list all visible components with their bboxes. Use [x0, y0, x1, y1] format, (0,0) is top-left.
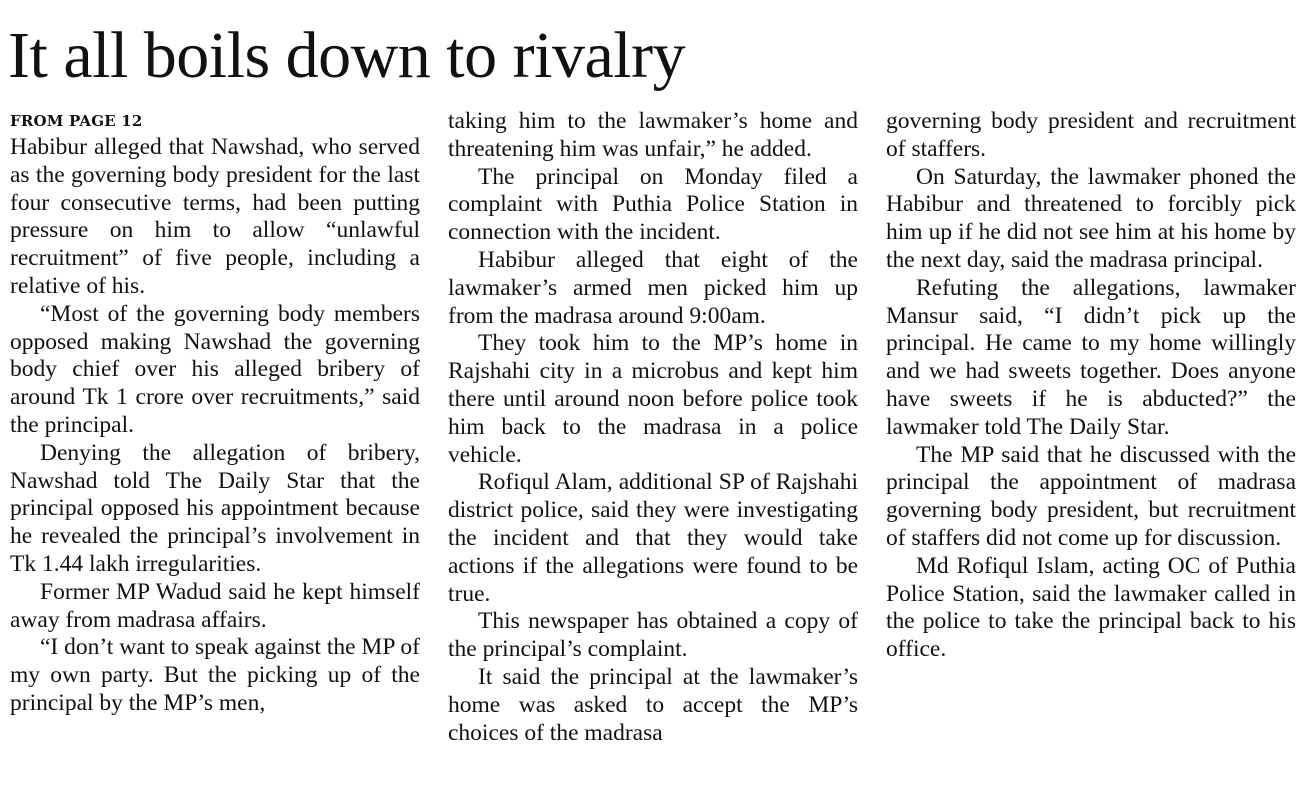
paragraph: Denying the allegation of bribery, Nawshad told The Daily Star that the principal opposed his appointment because he revealed the principal’s involvement in Tk 1.44 lakh irregularities. [10, 439, 420, 577]
headline: It all boils down to rivalry [8, 19, 686, 92]
article-column-3 [886, 108, 1296, 788]
paragraph: They took him to the MP’s home in Rajshahi city in a microbus and kept him there until around noon before police took him back to the madrasa in a police vehicle. [448, 330, 858, 468]
paragraph: The MP said that he discussed with the principal the appointment of madrasa governing body president, but recruitment of staffers did not come up for discussion. [886, 441, 1296, 551]
paragraph: Habibur alleged that eight of the lawmaker’s armed men picked him up from the madrasa around 9:00am. [448, 246, 858, 329]
paragraph: Rofiqul Alam, additional SP of Rajshahi district police, said they were investigating the incident and that they would take actions if the allegations were found to be true. [448, 469, 858, 607]
paragraph: The principal on Monday filed a complaint with Puthia Police Station in connection with the incident. [448, 163, 858, 246]
continuation-kicker: FROM PAGE 12 [10, 112, 143, 130]
paragraph: Former MP Wadud said he kept himself away from madrasa affairs. [10, 578, 420, 633]
paragraph: Md Rofiqul Islam, acting OC of Puthia Police Station, said the lawmaker called in the police to take the principal back to his office. [886, 552, 1296, 663]
paragraph: governing body president and recruitment of staffers. [886, 108, 1296, 162]
paragraph: It said the principal at the lawmaker’s home was asked to accept the MP’s choices of the madrasa [448, 663, 858, 746]
paragraph: “I don’t want to speak against the MP of my own party. But the picking up of the principal by the MP’s men, [10, 634, 420, 716]
paragraph: This newspaper has obtained a copy of the principal’s complaint. [448, 608, 858, 663]
paragraph: Habibur alleged that Nawshad, who served as the governing body president for the last four consecutive terms, had been putting pressure on him to allow “unlawful recruitment” of five people, including a relative of his. [10, 134, 420, 299]
article-column-2 [448, 108, 858, 788]
article-column-1 [10, 108, 420, 788]
paragraph: Refuting the allegations, lawmaker Mansur said, “I didn’t pick up the principal. He came to my home willingly and we had sweets together. Does anyone have sweets if he is abducted?” the lawmaker told The Daily Star. [886, 274, 1296, 440]
paragraph: On Saturday, the lawmaker phoned the Habibur and threatened to forcibly pick him up if he did not see him at his home by the next day, said the madrasa principal. [886, 163, 1296, 273]
paragraph: taking him to the lawmaker’s home and threatening him was unfair,” he added. [448, 108, 858, 162]
paragraph: “Most of the governing body members opposed making Nawshad the governing body chief over his alleged bribery of around Tk 1 crore over recruitments,” said the principal. [10, 300, 420, 438]
